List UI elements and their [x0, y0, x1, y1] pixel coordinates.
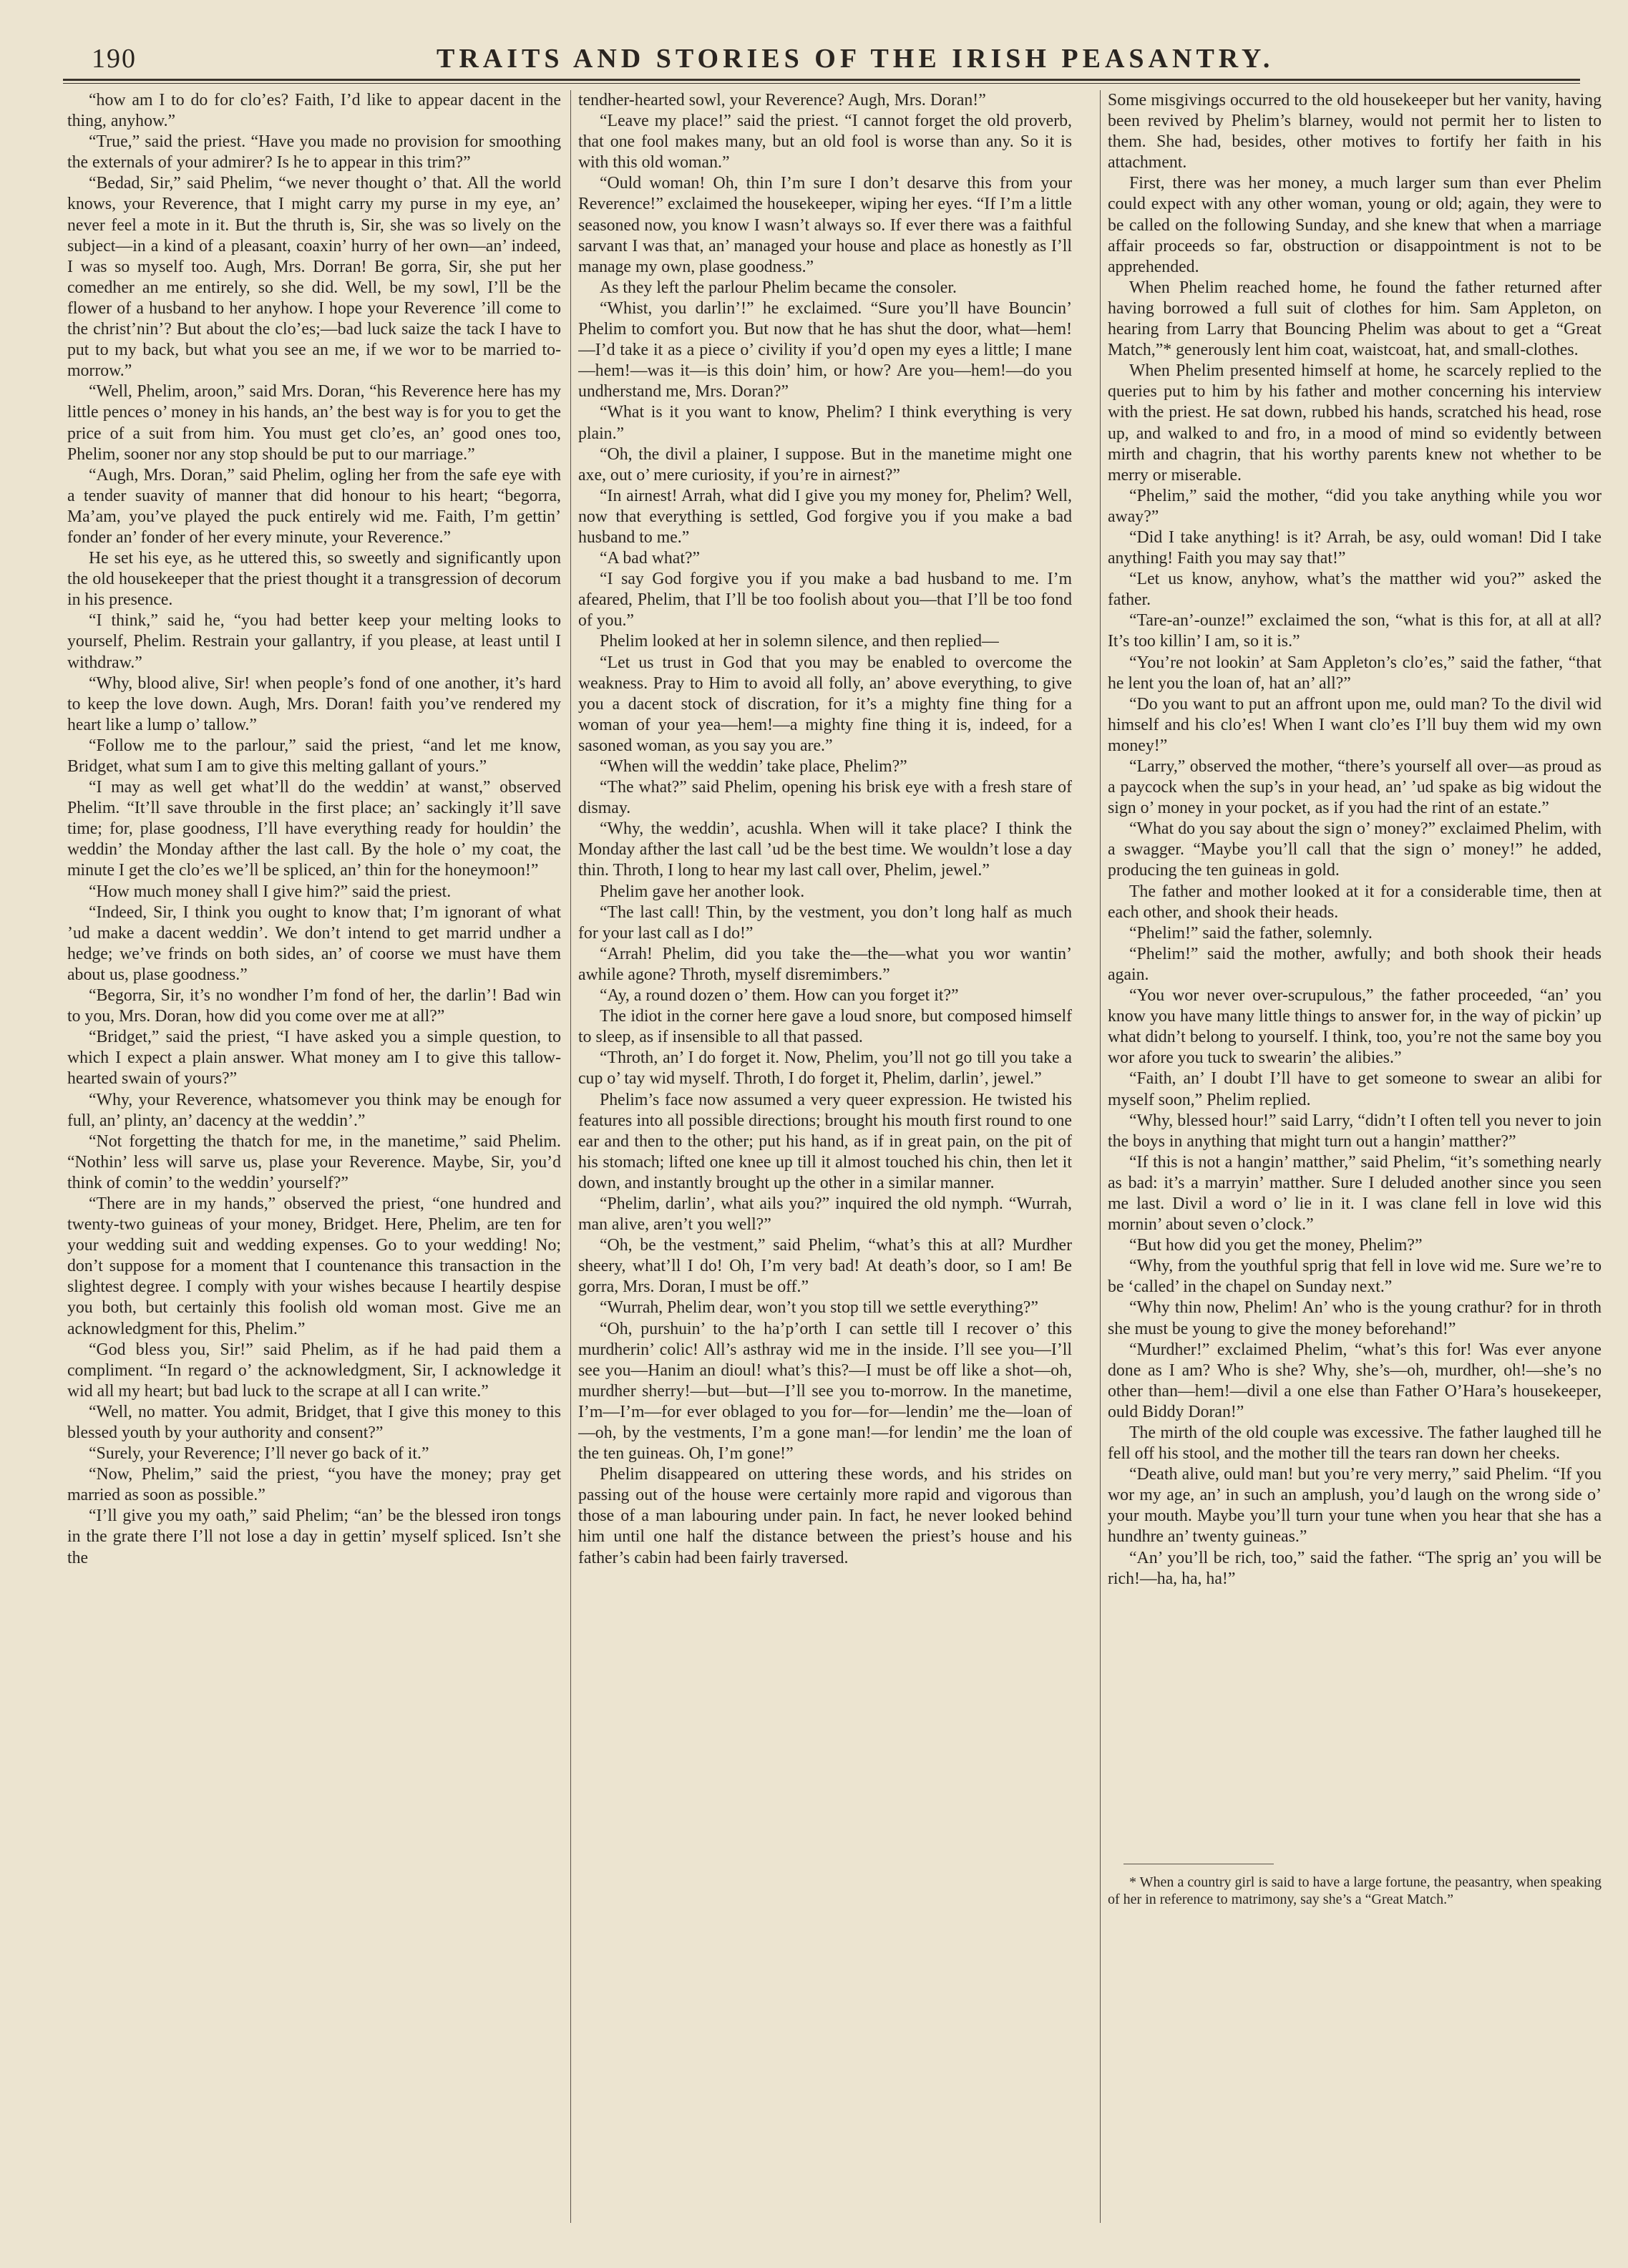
paragraph: The mirth of the old couple was excessive. The father laughed till he fell off his stool, and the mother till the tears ran down her cheeks. — [1108, 1423, 1602, 1464]
paragraph: “When will the weddin’ take place, Phelim?” — [600, 757, 907, 776]
paragraph: “Begorra, Sir, it’s no wondher I’m fond of her, the darlin’! Bad win to you, Mrs. Doran, how did you come over me at all?” — [67, 986, 561, 1026]
header-rule-thin — [63, 83, 1580, 84]
paragraph: “Ay, a round dozen o’ them. How can you forget it?” — [600, 986, 959, 1006]
paragraph: When Phelim presented himself at home, he scarcely replied to the queries put to him by his father and mother concerning his interview with the priest. He sat down, rubbed his hands, scratched his head, rose up, and walked to and fro, in a mood of mind so evidently between mirth and chagrin, that his worthy parents knew not whether to be merry or miserable. — [1108, 361, 1602, 485]
paragraph: “What do you say about the sign o’ money?” exclaimed Phelim, with a swagger. “Maybe you’ll call that the sign o’ money!” he added, producing the ten guineas in gold. — [1108, 819, 1602, 880]
paragraph: “Now, Phelim,” said the priest, “you have the money; pray get married as soon as possible.” — [67, 1465, 561, 1505]
paragraph: “Well, Phelim, aroon,” said Mrs. Doran, “his Reverence here has my little pences o’ money in his hands, an’ the best way is for you to get the price of a suit from him. You must get clo’es, an’ good ones too, Phelim, sooner nor any stop should be put to our marriage.” — [67, 382, 561, 464]
paragraph: “Why, from the youthful sprig that fell in love wid me. Sure we’re to be ‘called’ in the chapel on Sunday next.” — [1108, 1257, 1602, 1297]
paragraph: “The last call! Thin, by the vestment, you don’t long half as much for your last call as I do!” — [578, 902, 1072, 943]
paragraph: “Why, your Reverence, whatsomever you think may be enough for full, an’ plinty, an’ dacency at the weddin’.” — [67, 1090, 561, 1130]
paragraph: The father and mother looked at it for a considerable time, then at each other, and shook their heads. — [1108, 882, 1602, 922]
paragraph: “Let us trust in God that you may be enabled to overcome the weakness. Pray to Him to avoid all folly, an’ above everything, to give you a dacent stock of discration, for it’s a mighty fine thing for a woman of your yea—hem!—a mighty fine thing it is, indeed, for a sasoned woman, as you say you are.” — [578, 653, 1072, 755]
paragraph: “You wor never over-scrupulous,” the father proceeded, “an’ you know you have many little things to answer for, in the way of pickin’ up what didn’t belong to yourself. I think, too, you’re not the same boy you wor afore you tuck to swearin’ the alibies.” — [1108, 986, 1602, 1068]
column-divider — [1100, 90, 1101, 2223]
paragraph: When Phelim reached home, he found the father returned after having borrowed a full suit of clothes for him. Sam Appleton, on hearing from Larry that Bouncing Phelim was about to get a “Great Match,”* generously lent him coat, waistcoat, hat, and small-clothes. — [1108, 278, 1602, 360]
header-rule — [63, 79, 1580, 81]
paragraph: “Wurrah, Phelim dear, won’t you stop till we settle everything?” — [600, 1298, 1038, 1318]
paragraph: “Did I take anything! is it? Arrah, be asy, ould woman! Did I take anything! Faith you may say that!” — [1108, 527, 1602, 568]
paragraph: The idiot in the corner here gave a loud snore, but composed himself to sleep, as if insensible to all that passed. — [578, 1007, 1072, 1047]
paragraph: “Why, the weddin’, acushla. When will it take place? I think the Monday afther the last call ’ud be the best time. We wouldn’t lose a day thin. Throth, I long to hear my last call over, Phelim, jewel.” — [578, 819, 1072, 880]
paragraph: “Whist, you darlin’!” he exclaimed. “Sure you’ll have Bouncin’ Phelim to comfort you. But now that he has shut the door, what—hem!—I’d take it as a piece o’ civility if you’d open my eyes a little; I mane—hem!—was it—is this doin’ him, or how? Are you—hem!—do you undherstand me, Mrs. Doran?” — [578, 298, 1072, 401]
footnote: * When a country girl is said to have a large fortune, the peasantry, when speaking of her in reference to matrimony, say she’s a “Great Match.” — [1108, 1874, 1602, 1907]
paragraph: “Faith, an’ I doubt I’ll have to get someone to swear an alibi for myself soon,” Phelim replied. — [1108, 1069, 1602, 1109]
paragraph: “Murdher!” exclaimed Phelim, “what’s this for! Was ever anyone done as I am? Who is she? Why, she’s—oh, murdher, oh!—she’s no other than—hem!—divil a one else than Father O’Hara’s housekeeper, ould Biddy Doran!” — [1108, 1340, 1602, 1421]
paragraph: “Do you want to put an affront upon me, ould man? To the divil wid himself and his clo’es! When I want clo’es I’ll buy them wid my own money!” — [1108, 694, 1602, 755]
paragraph: Phelim disappeared on uttering these words, and his strides on passing out of the house were certainly more rapid and vigorous than those of a man labouring under pain. In fact, he never looked behind him until one half the distance between the priest’s house and his father’s cabin had been fairly traversed. — [578, 1465, 1072, 1567]
paragraph: “Phelim,” said the mother, “did you take anything while you wor away?” — [1108, 486, 1602, 526]
paragraph: “Why, blood alive, Sir! when people’s fond of one another, it’s hard to keep the love down. Augh, Mrs. Doran! faith you’ve rendered my heart like a lump o’ tallow.” — [67, 673, 561, 734]
paragraph: “Follow me to the parlour,” said the priest, “and let me know, Bridget, what sum I am to give this melting gallant of yours.” — [67, 736, 561, 776]
paragraph: “Larry,” observed the mother, “there’s yourself all over—as proud as a paycock when the sup’s in your head, an’ ’ud spake as big widout the sign o’ money in your pocket, as if you had the rint of an estate.” — [1108, 757, 1602, 818]
paragraph: “how am I to do for clo’es? Faith, I’d like to appear dacent in the thing, anyhow.” — [67, 91, 561, 131]
paragraph: “Death alive, ould man! but you’re very merry,” said Phelim. “If you wor my age, an’ in such an amplush, you’d laugh on the wrong side o’ your mouth. Maybe you’ll turn your tune when you hear that she has a hundhre an’ twenty guineas.” — [1108, 1465, 1602, 1547]
paragraph: “Let us know, anyhow, what’s the matther wid you?” asked the father. — [1108, 570, 1602, 610]
paragraph: “What is it you want to know, Phelim? I think everything is very plain.” — [578, 403, 1072, 443]
paragraph: “Indeed, Sir, I think you ought to know that; I’m ignorant of what ’ud make a dacent weddin’. We don’t intend to get marrid undher a hedge; we’ve frinds on both sides, an’ of coorse we must have them about us, plase goodness.” — [67, 902, 561, 984]
paragraph: “I’ll give you my oath,” said Phelim; “an’ be the blessed iron tongs in the grate there I’ll not lose a day in gettin’ myself spliced. Isn’t she the — [67, 1507, 561, 1567]
paragraph: “Surely, your Reverence; I’ll never go back of it.” — [89, 1444, 429, 1464]
paragraph: “An’ you’ll be rich, too,” said the father. “The sprig an’ you will be rich!—ha, ha, ha!” — [1108, 1548, 1602, 1588]
text-column-left — [67, 90, 561, 2223]
paragraph: “Oh, be the vestment,” said Phelim, “what’s this at all? Murdher sheery, what’ll I do! Oh, I’m very bad! At death’s door, so I am! Be gorra, Mrs. Doran, I must be off.” — [578, 1236, 1072, 1297]
paragraph: “I may as well get what’ll do the weddin’ at wanst,” observed Phelim. “It’ll save throuble in the first place; an’ sackingly it’ll save time; for, plase goodness, I’ll have everything ready for houldin’ the weddin’ the Monday afther the last call. By the hole o’ my coat, the minute I get the clo’es we’ll be spliced, an’ thin for the honeymoon!” — [67, 778, 561, 880]
column-divider — [570, 90, 571, 2223]
paragraph: “I think,” said he, “you had better keep your melting looks to yourself, Phelim. Restrain your gallantry, if you please, at least until I withdraw.” — [67, 611, 561, 672]
text-column-middle — [578, 90, 1072, 2223]
paragraph: “Well, no matter. You admit, Bridget, that I give this money to this blessed youth by your authority and consent?” — [67, 1402, 561, 1442]
paragraph: First, there was her money, a much larger sum than ever Phelim could expect with any other woman, young or old; again, they were to be called on the following Sunday, and she knew that when a marriage affair proceeds so far, obstruction or disappointment is not to be apprehended. — [1108, 174, 1602, 276]
paragraph: “I say God forgive you if you make a bad husband to me. I’m afeared, Phelim, that I’ll be too foolish about you—that I’ll be too fond of you.” — [578, 570, 1072, 631]
paragraph: “Phelim, darlin’, what ails you?” inquired the old nymph. “Wurrah, man alive, aren’t you well?” — [578, 1194, 1072, 1235]
paragraph: “God bless you, Sir!” said Phelim, as if he had paid them a compliment. “In regard o’ the acknowledgment, Sir, I acknowledge it wid all my heart; but bad luck to the scrape at all I can write.” — [67, 1340, 561, 1401]
paragraph: “Why thin now, Phelim! An’ who is the young crathur? for in throth she must be young to give the money beforehand!” — [1108, 1298, 1602, 1338]
paragraph: “Why, blessed hour!” said Larry, “didn’t I often tell you never to join the boys in anything that might turn out a hangin’ matther?” — [1108, 1111, 1602, 1151]
paragraph: “Not forgetting the thatch for me, in the manetime,” said Phelim. “Nothin’ less will sarve us, plase your Reverence. Maybe, Sir, you’d think of comin’ to the weddin’ yourself?” — [67, 1131, 561, 1192]
paragraph: “Oh, purshuin’ to the ha’p’orth I can settle till I recover o’ this murdherin’ colic! All’s asthray wid me in the inside. I’ll see you—I’ll see you—Hanim an dioul! what’s this?—I must be off like a shot—oh, murdher sherry!—but—but—I’ll see you to-morrow. In the manetime, I’m—I’m—for ever oblaged to you for—for—lendin’ me the—loan of—oh, by the vestments, I’m a gone man!—for lendin’ me the loan of the ten guineas. Oh, I’m gone!” — [578, 1319, 1072, 1464]
paragraph: “Oh, the divil a plainer, I suppose. But in the manetime might one axe, out o’ mere curiosity, if you’re in airnest?” — [578, 444, 1072, 485]
paragraph: “Throth, an’ I do forget it. Now, Phelim, you’ll not go till you take a cup o’ tay wid myself. Throth, I do forget it, Phelim, darlin’, jewel.” — [578, 1048, 1072, 1089]
page-header — [64, 40, 1574, 79]
paragraph: “True,” said the priest. “Have you made no provision for smoothing the externals of your admirer? Is he to appear in this trim?” — [67, 132, 561, 172]
paragraph: “Phelim!” said the mother, awfully; and both shook their heads again. — [1108, 944, 1602, 984]
paragraph: Phelim’s face now assumed a very queer expression. He twisted his features into all possible directions; brought his mouth first round to one ear and then to the other; put his hand, as if in great pain, on the pit of his stomach; lifted one knee up till it almost touched his chin, then let it down, and instantly brought up the other in a similar manner. — [578, 1090, 1072, 1192]
running-title: TRAITS AND STORIES OF THE IRISH PEASANTRY. — [437, 44, 1274, 74]
paragraph: “Augh, Mrs. Doran,” said Phelim, ogling her from the safe eye with a tender suavity of manner that did honour to his heart; “begorra, Ma’am, you’ve played the puck entirely wid me. Faith, I’m gettin’ fonder an’ fonder of her every minute, your Reverence.” — [67, 465, 561, 547]
paragraph: As they left the parlour Phelim became the consoler. — [600, 278, 957, 297]
paragraph: “Arrah! Phelim, did you take the—the—what you wor wantin’ awhile agone? Throth, myself disremimbers.” — [578, 944, 1072, 984]
paragraph: “How much money shall I give him?” said the priest. — [89, 882, 452, 901]
paragraph: Phelim looked at her in solemn silence, and then replied— — [600, 632, 999, 651]
paragraph: “Phelim!” said the father, solemnly. — [1129, 923, 1373, 943]
paragraph: “A bad what?” — [600, 549, 701, 568]
paragraph: Phelim gave her another look. — [600, 882, 805, 901]
paragraph: “Tare-an’-ounze!” exclaimed the son, “what is this for, at all at all? It’s too killin’ I am, so it is.” — [1108, 611, 1602, 651]
paragraph: “Ould woman! Oh, thin I’m sure I don’t desarve this from your Reverence!” exclaimed the housekeeper, wiping her eyes. “If I’m a little seasoned now, you know I wasn’t always so. If ever there was a faithful sarvant I was that, an’ managed your house and place as honestly as I’ll manage my own, plase goodness.” — [578, 174, 1072, 276]
paragraph: “Leave my place!” said the priest. “I cannot forget the old proverb, that one fool makes many, but an old fool is worse than any. So it is with this old woman.” — [578, 112, 1072, 172]
paragraph: He set his eye, as he uttered this, so sweetly and significantly upon the old housekeeper that the priest thought it a transgression of decorum in his presence. — [67, 549, 561, 610]
page-number: 190 — [92, 44, 137, 74]
paragraph: “There are in my hands,” observed the priest, “one hundred and twenty-two guineas of your money, Bridget. Here, Phelim, are ten for your wedding suit and wedding expenses. Go to your wedding! No; don’t suppose for a moment that I countenance this transaction in the slightest degree. I comply with your wishes because I heartily despise you both, but certainly this foolish old woman most. Give me an acknowledgment for this, Phelim.” — [67, 1194, 561, 1338]
paragraph: “Bedad, Sir,” said Phelim, “we never thought o’ that. All the world knows, your Reverence, that I might carry my purse in my eye, an’ never feel a mote in it. But the thruth is, Sir, she was so lively on the subject—in a kind of a pleasant, coaxin’ hurry of her own—an’ indeed, I was so myself too. Augh, Mrs. Dorran! Be gorra, Sir, she put her comedher an me entirely, so she did. Well, be my sowl, I’ll be the flower of a husband to her anyhow. I hope your Reverence ’ill come to the christ’nin’? But about the clo’es;—bad luck saize the tack I have to put to my back, but what you see an me, if we wor to be married to-morrow.” — [67, 174, 561, 381]
paragraph: Some misgivings occurred to the old housekeeper but her vanity, having been revived by Phelim’s blarney, would not permit her to listen to them. She had, besides, other motives to fortify her faith in his attachment. — [1108, 91, 1602, 172]
paragraph: “Bridget,” said the priest, “I have asked you a simple question, to which I expect a plain answer. What money am I to give this tallow-hearted swain of yours?” — [67, 1028, 561, 1089]
paragraph: tendher-hearted sowl, your Reverence? Augh, Mrs. Doran!” — [578, 91, 986, 109]
paragraph: “The what?” said Phelim, opening his brisk eye with a fresh stare of dismay. — [578, 778, 1072, 818]
paragraph: “But how did you get the money, Phelim?” — [1129, 1236, 1423, 1255]
paragraph: “You’re not lookin’ at Sam Appleton’s clo’es,” said the father, “that he lent you the loan of, hat an’ all?” — [1108, 653, 1602, 693]
paragraph: “If this is not a hangin’ matther,” said Phelim, “it’s something nearly as bad: it’s a marryin’ matther. Sure I deluded another since you seen me last. Divil a word o’ lie in it. I was clane fell in love wid this mornin’ about seven o’clock.” — [1108, 1152, 1602, 1235]
paragraph: “In airnest! Arrah, what did I give you my money for, Phelim? Well, now that everything is settled, God forgive you if you make a bad husband to me.” — [578, 486, 1072, 547]
